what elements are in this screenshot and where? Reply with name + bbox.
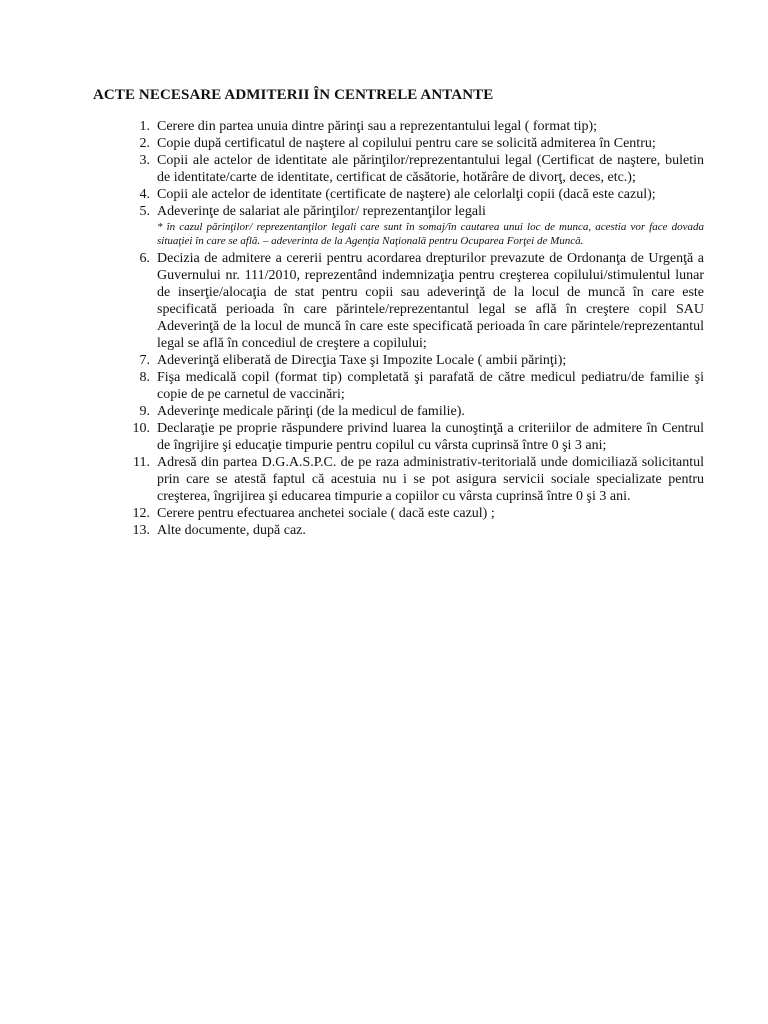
item-number: 6. (139, 251, 150, 266)
item-number: 2. (139, 136, 150, 151)
list-item (0, 135, 768, 152)
list-item (0, 454, 768, 505)
list-item (0, 403, 768, 420)
item-text: Adeverinţă eliberată de Direcţia Taxe şi Impozite Locale ( ambii părinţi); (157, 353, 567, 368)
item-number: 12. (132, 506, 150, 521)
item-text: Cerere pentru efectuarea anchetei sociale ( dacă este cazul) ; (157, 506, 495, 521)
list-item (0, 369, 768, 403)
requirements-list (0, 118, 768, 539)
item-text: Cerere din partea unuia dintre părinţi sau a reprezentantului legal ( format tip); (157, 119, 598, 134)
item-number: 13. (132, 523, 150, 538)
item-number: 9. (139, 404, 150, 419)
item-text: Copii ale actelor de identitate (certificate de naştere) ale celorlalţi copii (dacă este cazul); (157, 187, 656, 202)
item-text: Decizia de admitere a cererii pentru acordarea drepturilor prevazute de Ordonanţa de Urgenţă a Guvernului nr. 111/2010, reprezentând indemnizaţia pentru creşterea copilului/stimulentul lunar de inserţie/alocaţia de stat pentru copii sau adeverinţă de la locul de muncă în care este specificată perioada în care părintele/reprezentantul legal se află în creştere copil SAU Adeverinţă de la locul de muncă în care este specificată perioada în care părintele/reprezentantul legal se află în concediul de creştere a copilului; (157, 251, 704, 351)
item-number: 10. (132, 421, 150, 436)
list-item (0, 352, 768, 369)
list-item (0, 186, 768, 203)
item-number: 5. (139, 204, 150, 219)
item-number: 7. (139, 353, 150, 368)
list-item (0, 118, 768, 135)
list-item (0, 420, 768, 454)
list-item (0, 505, 768, 522)
item-text: Alte documente, după caz. (157, 523, 306, 538)
list-item (0, 203, 768, 248)
item-number: 8. (139, 370, 150, 385)
document-title: ACTE NECESARE ADMITERII ÎN CENTRELE ANTANTE (93, 87, 494, 103)
item-text: Copie după certificatul de naştere al copilului pentru care se solicită admiterea în Centru; (157, 136, 656, 151)
item-number: 4. (139, 187, 150, 202)
item-text: Adeverinţe de salariat ale părinţilor/ reprezentanţilor legali (157, 204, 486, 219)
item-text: Copii ale actelor de identitate ale părinţilor/reprezentantului legal (Certificat de naştere, buletin de identitate/carte de identitate, certificat de căsătorie, hotărâre de divorţ, deces, etc.); (157, 153, 704, 185)
item-note: * în cazul părinţilor/ reprezentanţilor legali care sunt în somaj/în cautarea unui loc de munca, acestia vor face dovada situaţiei în care se află. – adeverinta de la Agenţia Naţională pentru Ocuparea Forţei de Muncă. (157, 221, 704, 247)
item-text: Fişa medicală copil (format tip) completată şi parafată de către medicul pediatru/de familie şi copie de pe carnetul de vaccinări; (157, 370, 704, 402)
list-item (0, 250, 768, 352)
list-item (0, 522, 768, 539)
item-text: Adeverinţe medicale părinţi (de la medicul de familie). (157, 404, 465, 419)
item-text: Adresă din partea D.G.A.S.P.C. de pe raza administrativ-teritorială unde domiciliază solicitantul prin care se atestă faptul că acestuia nu i se pot asigura servicii sociale specializate pentru creşterea, îngrijirea şi educarea timpurie a copiilor cu vârsta cuprinsă între 0 şi 3 ani. (157, 455, 704, 504)
item-number: 11. (133, 455, 150, 470)
list-item (0, 152, 768, 186)
item-number: 3. (139, 153, 150, 168)
item-number: 1. (139, 119, 150, 134)
item-text: Declaraţie pe proprie răspundere privind luarea la cunoştinţă a criteriilor de admitere în Centrul de îngrijire şi educaţie timpurie pentru copilul cu vârsta cuprinsă între 0 şi 3 ani; (157, 421, 704, 453)
